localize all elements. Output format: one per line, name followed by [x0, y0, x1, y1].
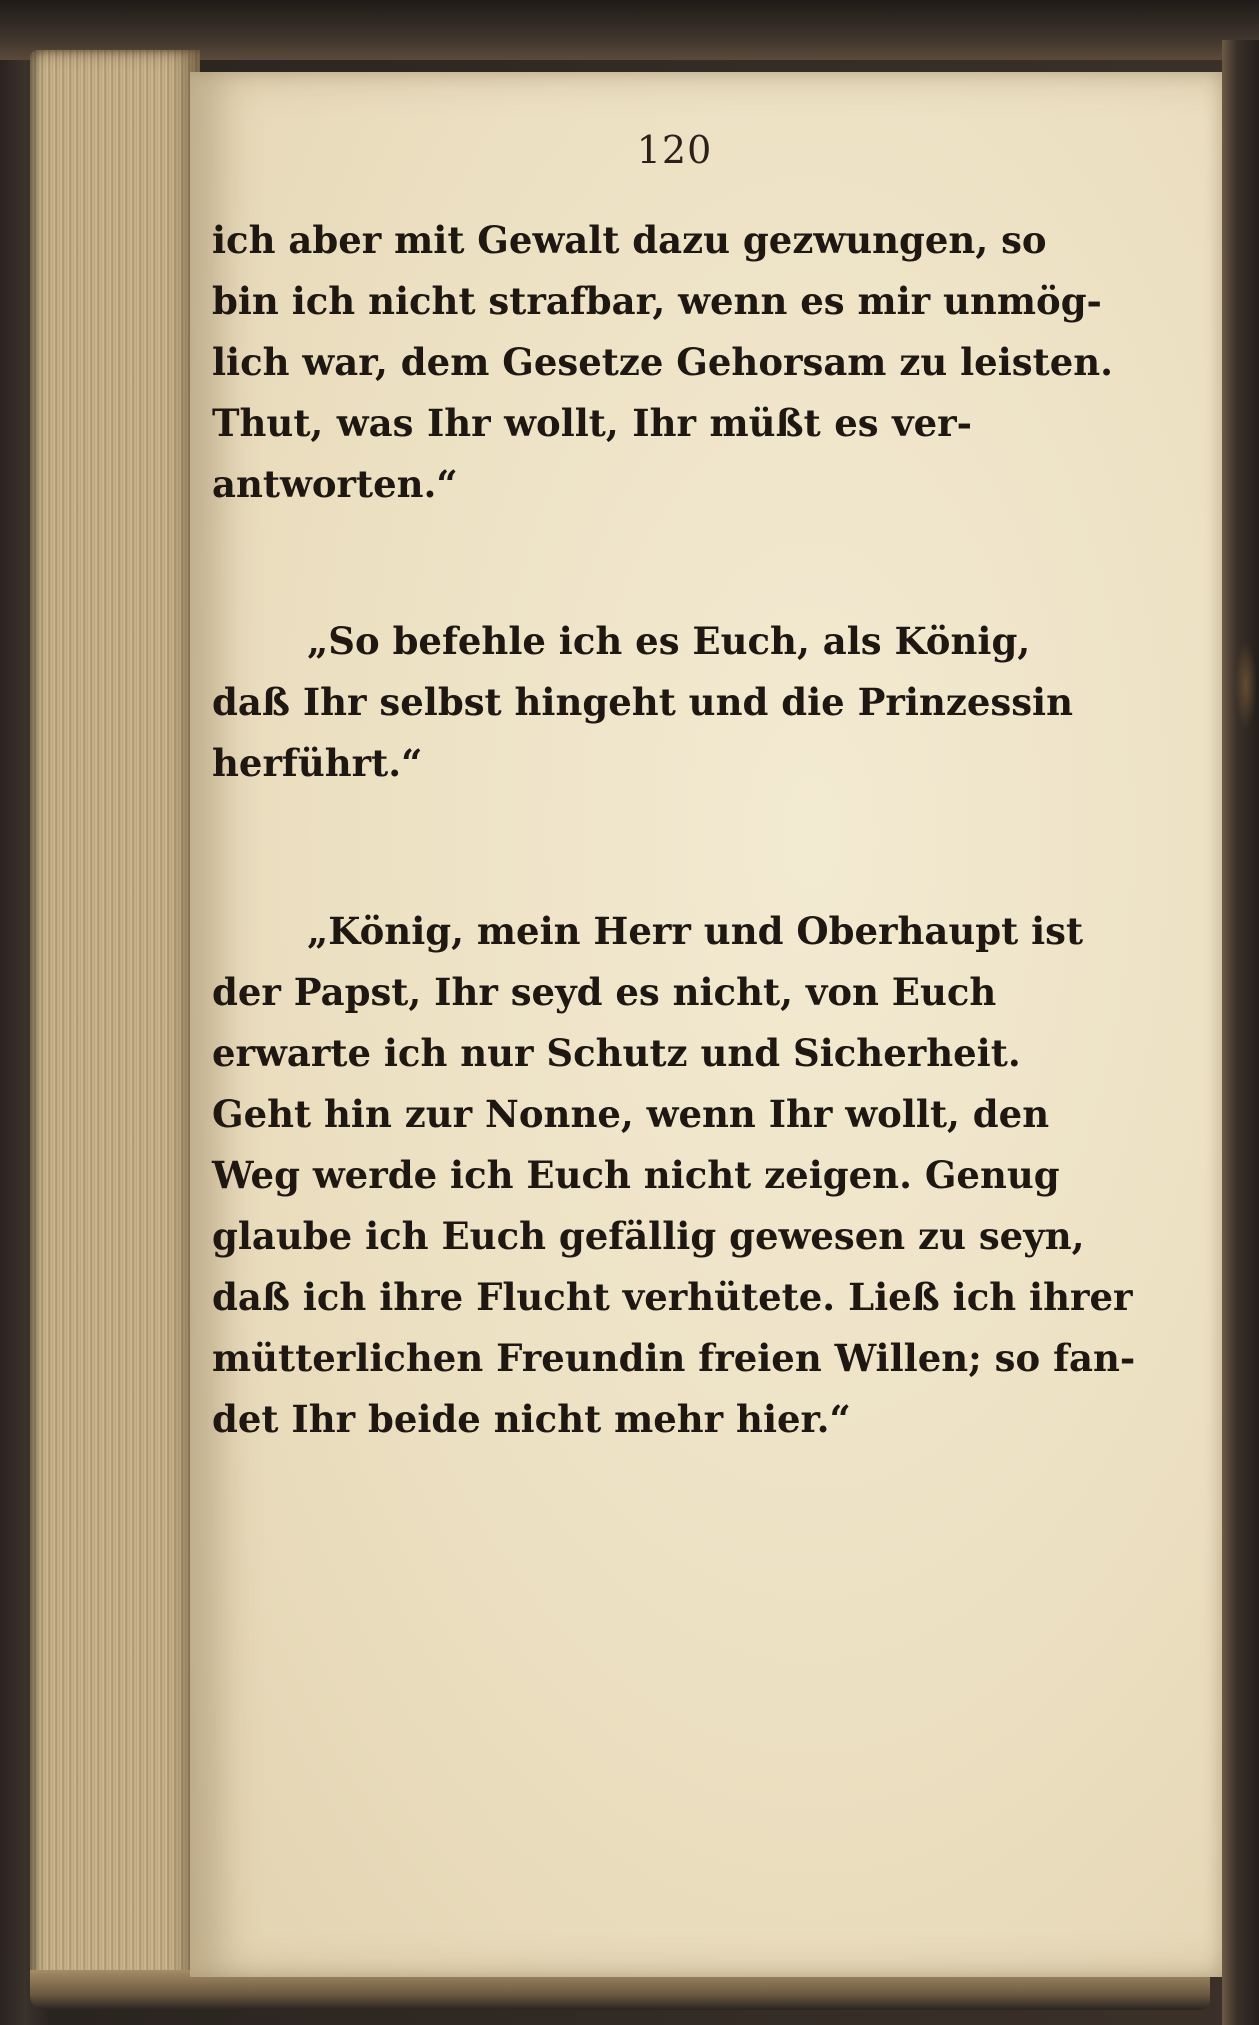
paragraph-gap [212, 515, 972, 611]
text-line: bin ich nicht strafbar, wenn es mir unmög- [212, 279, 1102, 323]
paper-stain [1235, 640, 1257, 730]
text-line: Thut, was Ihr wollt, Ihr müßt es ver- [212, 401, 972, 445]
paragraph-gap [212, 794, 972, 901]
text-line: der Papst, Ihr seyd es nicht, von Euch [212, 970, 997, 1014]
page-text [212, 210, 1136, 1450]
text-line: „König, mein Herr und Oberhaupt ist [307, 909, 1084, 953]
text-line: erwarte ich nur Schutz und Sicherheit. [212, 1031, 1021, 1075]
text-line: glaube ich Euch gefällig gewesen zu seyn, [212, 1214, 1085, 1258]
text-line: Weg werde ich Euch nicht zeigen. Genug [212, 1153, 1060, 1197]
text-line: det Ihr beide nicht mehr hier.“ [212, 1397, 851, 1441]
book-cover-right [1222, 40, 1259, 2025]
page-number: 120 [636, 128, 713, 172]
text-line: herführt.“ [212, 741, 423, 785]
text-line: antworten.“ [212, 462, 458, 506]
text-line: mütterlichen Freundin freien Willen; so fan- [212, 1336, 1136, 1380]
text-line: daß ich ihre Flucht verhütete. Ließ ich ihrer [212, 1275, 1133, 1319]
page-edges [30, 50, 200, 2000]
text-line: „So befehle ich es Euch, als König, [307, 619, 1031, 663]
text-line: lich war, dem Gesetze Gehorsam zu leisten. [212, 340, 1114, 384]
text-line: daß Ihr selbst hingeht und die Prinzessin [212, 680, 1074, 724]
text-line: Geht hin zur Nonne, wenn Ihr wollt, den [212, 1092, 1050, 1136]
text-line: ich aber mit Gewalt dazu gezwungen, so [212, 218, 1047, 262]
